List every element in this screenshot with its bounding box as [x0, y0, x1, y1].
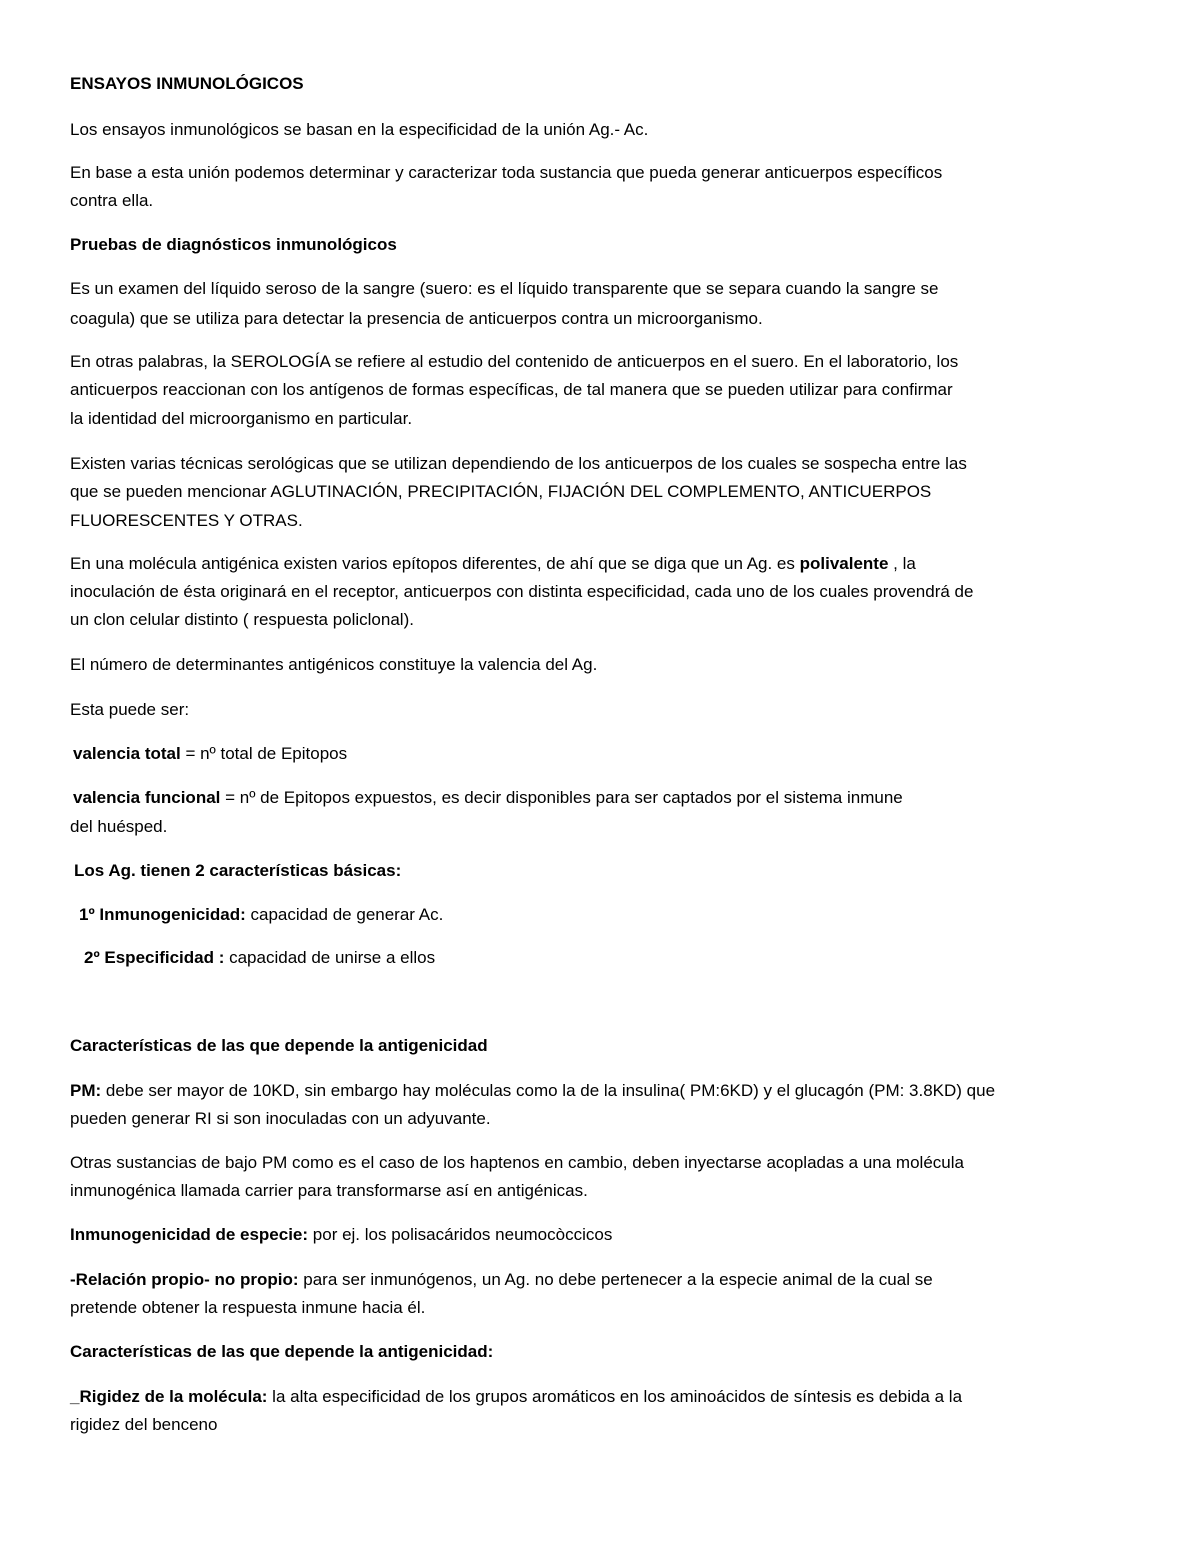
term-label: Inmunogenicidad de especie: [70, 1225, 309, 1244]
paragraph-line: Esta puede ser: [70, 700, 190, 719]
paragraph-line: En otras palabras, la SEROLOGÍA se refiere al estudio del contenido de anticuerpos en el suero. En el laboratorio, los [70, 352, 959, 371]
paragraph-line: El número de determinantes antigénicos constituye la valencia del Ag. [70, 655, 598, 674]
term-text: debe ser mayor de 10KD, sin embargo hay moléculas como la de la insulina( PM:6KD) y el glucagón (PM: 3.8KD) que [101, 1081, 996, 1100]
paragraph-line: que se pueden mencionar AGLUTINACIÓN, PRECIPITACIÓN, FIJACIÓN DEL COMPLEMENTO, ANTICUERPOS [70, 482, 932, 501]
paragraph-line: coagula) que se utiliza para detectar la presencia de anticuerpos contra un microorganismo. [70, 309, 763, 328]
bold-term: polivalente [799, 554, 889, 573]
term-label: PM: [70, 1081, 102, 1100]
paragraph-line [70, 550, 1140, 579]
characteristic-item [79, 901, 1149, 930]
valence-item [73, 740, 1143, 769]
paragraph-line: un clon celular distinto ( respuesta policlonal). [70, 610, 414, 629]
section-heading: Los Ag. tienen 2 características básicas: [74, 861, 402, 880]
term-text: = nº de Epitopos expuestos, es decir disponibles para ser captados por el sistema inmune [220, 788, 903, 807]
paragraph-line: anticuerpos reaccionan con los antígenos de formas específicas, de tal manera que se pueden utilizar para confirmar [70, 380, 953, 399]
term-label: 2º Especificidad : [84, 948, 225, 967]
text-run: , la [888, 554, 916, 573]
term-text: = nº total de Epitopos [180, 744, 348, 763]
term-text: capacidad de unirse a ellos [224, 948, 436, 967]
paragraph-line: del huésped. [70, 817, 168, 836]
term-label: _Rigidez de la molécula: [70, 1387, 268, 1406]
paragraph-line: Otras sustancias de bajo PM como es el caso de los haptenos en cambio, deben inyectarse acopladas a una molécula [70, 1153, 964, 1172]
paragraph-line: pueden generar RI si son inoculadas con un adyuvante. [70, 1109, 491, 1128]
section-heading: Pruebas de diagnósticos inmunológicos [70, 235, 397, 254]
term-label: -Relación propio- no propio: [70, 1270, 299, 1289]
paragraph-line: la identidad del microorganismo en particular. [70, 409, 413, 428]
paragraph-line: inoculación de ésta originará en el receptor, anticuerpos con distinta especificidad, cada uno de los cuales provendrá de [70, 582, 974, 601]
paragraph-line: pretende obtener la respuesta inmune hacia él. [70, 1298, 426, 1317]
paragraph-line [70, 1383, 1140, 1412]
document-title: ENSAYOS INMUNOLÓGICOS [70, 74, 304, 93]
paragraph-line: En base a esta unión podemos determinar y caracterizar toda sustancia que pueda generar anticuerpos específicos [70, 163, 943, 182]
section-heading: Características de las que depende la antigenicidad: [70, 1342, 494, 1361]
term-label: valencia total [73, 744, 181, 763]
term-label: valencia funcional [73, 788, 221, 807]
paragraph-line: inmunogénica llamada carrier para transformarse así en antigénicas. [70, 1181, 588, 1200]
term-label: 1º Inmunogenicidad: [79, 905, 246, 924]
paragraph-line [70, 1077, 1140, 1106]
valence-item [73, 784, 1143, 813]
characteristic-item [84, 944, 1154, 973]
paragraph-line: Existen varias técnicas serológicas que se utilizan dependiendo de los anticuerpos de los cuales se sospecha entre las [70, 454, 967, 473]
paragraph-line: Es un examen del líquido seroso de la sangre (suero: es el líquido transparente que se separa cuando la sangre se [70, 279, 939, 298]
section-heading: Características de las que depende la antigenicidad [70, 1036, 488, 1055]
paragraph-line [70, 1221, 1140, 1250]
term-text: capacidad de generar Ac. [245, 905, 444, 924]
term-text: la alta especificidad de los grupos aromáticos en los aminoácidos de síntesis es debida a la [267, 1387, 963, 1406]
text-run: En una molécula antigénica existen varios epítopos diferentes, de ahí que se diga que un Ag. es [70, 554, 800, 573]
paragraph-line: contra ella. [70, 191, 154, 210]
paragraph-line: Los ensayos inmunológicos se basan en la especificidad de la unión Ag.- Ac. [70, 120, 649, 139]
paragraph-line: rigidez del benceno [70, 1415, 218, 1434]
paragraph-line: FLUORESCENTES Y OTRAS. [70, 511, 303, 530]
term-text: para ser inmunógenos, un Ag. no debe pertenecer a la especie animal de la cual se [298, 1270, 933, 1289]
term-text: por ej. los polisacáridos neumocòccicos [308, 1225, 613, 1244]
paragraph-line [70, 1266, 1140, 1295]
